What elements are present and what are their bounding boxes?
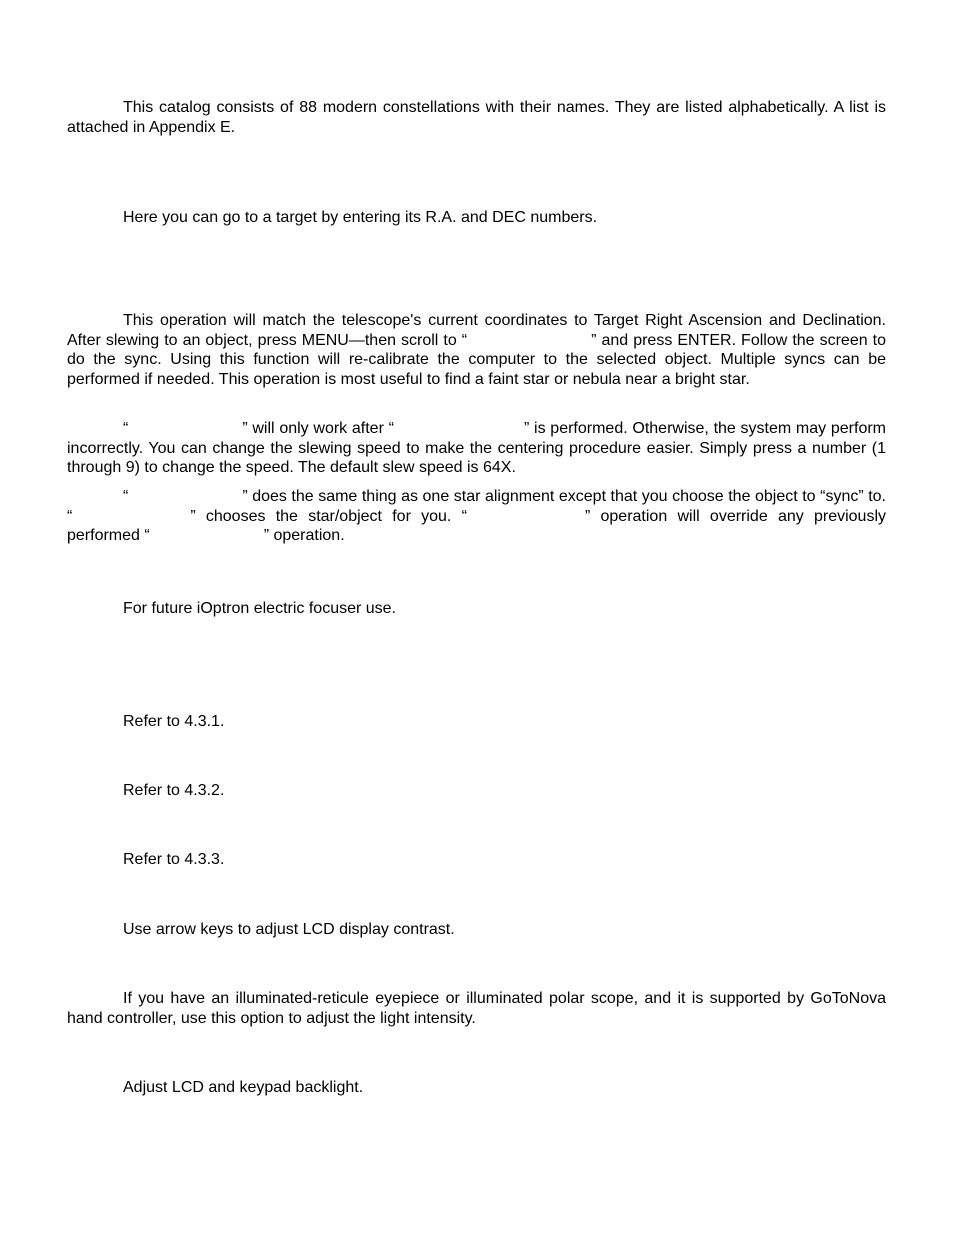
paragraph-refer-4-3-1 xyxy=(67,712,886,732)
paragraph-text: Here you can go to a target by entering its R.A. and DEC numbers. xyxy=(123,209,598,226)
paragraph-sync-vs-alignment xyxy=(67,487,886,546)
paragraph-text-part: ” and press ENTER. Follow the screen to do the sync. Using this function will re-calibrate the computer to the selected object. Multiple syncs can be performed if needed. This operation is most useful to find a faint star or nebula near a bright star. xyxy=(67,331,886,388)
paragraph-text: Adjust LCD and keypad backlight. xyxy=(123,1079,364,1096)
paragraph-lcd-contrast xyxy=(67,920,886,940)
paragraph-text-part: ” does the same thing as one star alignment except that you choose the object to “sync” to. “ xyxy=(67,488,886,525)
paragraph-text: If you have an illuminated-reticule eyepiece or illuminated polar scope, and it is supported by GoToNova hand controller, use this option to adjust the light intensity. xyxy=(67,990,886,1027)
paragraph-sync-requirements xyxy=(67,419,886,478)
paragraph-refer-4-3-3 xyxy=(67,850,886,870)
paragraph-text: For future iOptron electric focuser use. xyxy=(123,600,396,617)
paragraph-text: This catalog consists of 88 modern constellations with their names. They are listed alphabetically. A list is attached in Appendix E. xyxy=(67,99,886,136)
paragraph-text: Refer to 4.3.2. xyxy=(123,782,225,799)
paragraph-text-part: “ xyxy=(123,488,129,505)
paragraph-text: Use arrow keys to adjust LCD display contrast. xyxy=(123,921,455,938)
paragraph-backlight xyxy=(67,1078,886,1098)
paragraph-refer-4-3-2 xyxy=(67,781,886,801)
paragraph-text-part: ” is performed. Otherwise, the system may perform incorrectly. You can change the slewing speed to make the centering procedure easier. Simply press a number (1 through 9) to change the speed. The default slew speed is 64X. xyxy=(67,420,887,477)
paragraph-text-part: ” will only work after “ xyxy=(242,420,394,437)
paragraph-sync-to-target xyxy=(67,311,886,389)
paragraph-text-part: ” chooses the star/object for you. “ xyxy=(190,507,467,525)
paragraph-text-part: “ xyxy=(123,420,129,437)
paragraph-text: Refer to 4.3.1. xyxy=(123,713,225,730)
paragraph-constellation-catalog xyxy=(67,98,886,137)
paragraph-text-part: This operation will match the telescope's current coordinates to Target Right Ascension and Declination. After slewing to an object, press MENU—then scroll to “ xyxy=(67,312,886,349)
paragraph-text: Refer to 4.3.3. xyxy=(123,851,225,868)
paragraph-electric-focuser xyxy=(67,599,886,619)
paragraph-text-part: ” operation will override any previously performed “ xyxy=(67,507,887,545)
paragraph-enter-ra-dec xyxy=(67,208,886,228)
paragraph-text-part: ” operation. xyxy=(263,527,345,545)
paragraph-reticule-brightness xyxy=(67,989,886,1028)
